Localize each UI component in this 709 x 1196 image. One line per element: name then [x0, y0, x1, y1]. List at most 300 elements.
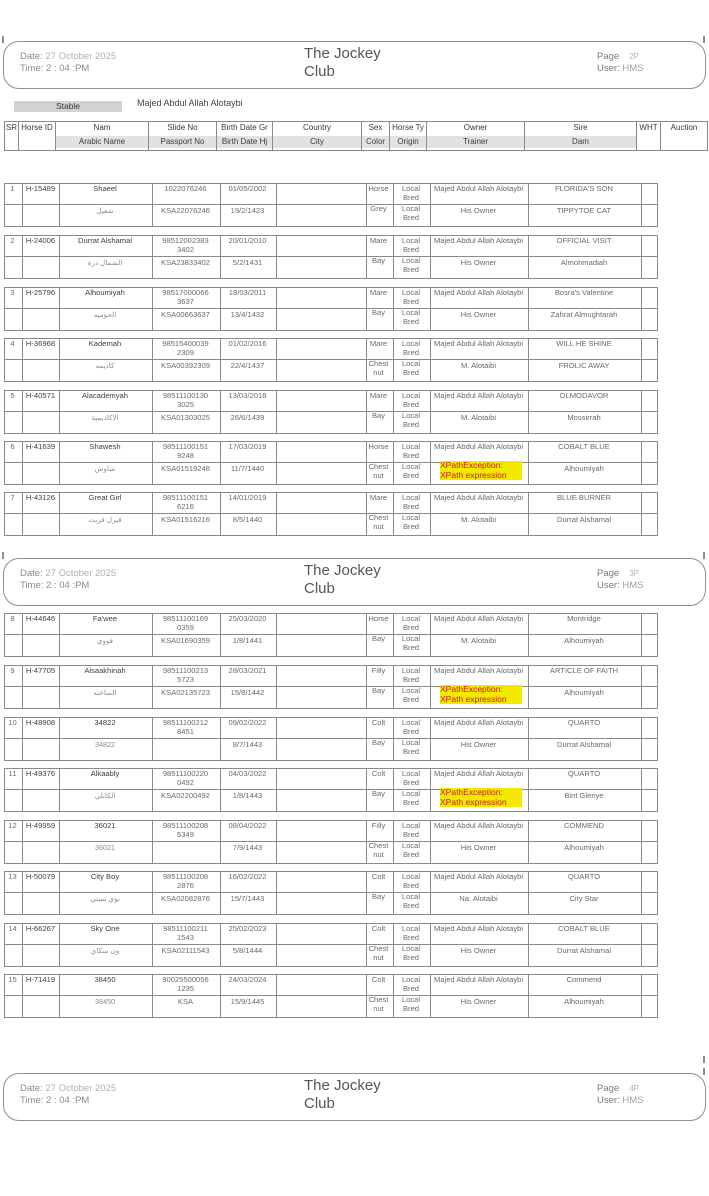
horse-type [393, 873, 429, 890]
slide-part: 98511100212 [162, 719, 209, 727]
birth-date-gregorian: 18/03/2011 [228, 289, 267, 297]
date-value: 27 October 2025 [45, 51, 117, 62]
slide-part: 6216 [177, 501, 194, 511]
horse-id: H-43126 [25, 494, 56, 502]
birth-date-gregorian: 25/02/2023 [228, 925, 267, 933]
horse-type [393, 443, 429, 460]
owner: Majed Abdul Allah Alotaybi [433, 443, 524, 451]
trainer-error-message [440, 685, 522, 704]
slide-part: 0359 [177, 622, 194, 632]
brand-line-2: Club [304, 63, 335, 80]
color [365, 360, 392, 377]
date-value: 27 October 2025 [45, 1083, 117, 1094]
error-line-1: XPathException: [440, 685, 503, 694]
horse-id: H-15489 [25, 185, 56, 193]
sire: COBALT BLUE [558, 443, 610, 451]
record-divider [5, 738, 657, 739]
header-rule-bottom [4, 150, 707, 151]
record-cell-divider [641, 769, 642, 811]
horse-name: 34822 [94, 719, 116, 727]
horse-type-part: Bred [402, 777, 420, 787]
sr-number: 1 [10, 185, 15, 193]
horse-id: H-44646 [25, 615, 56, 623]
horse-id: H-49959 [25, 822, 56, 830]
slide-part: 1235 [177, 983, 194, 993]
brand-title [304, 45, 381, 81]
origin-part: Local [401, 205, 421, 213]
arabic-name: ون سكاي [90, 947, 120, 955]
sex: Mare [369, 237, 388, 245]
horse-type-part: Local [401, 237, 421, 245]
page-user-block [597, 1083, 643, 1107]
slide-number [152, 719, 219, 736]
column-divider [707, 121, 708, 151]
date-time-block [20, 568, 116, 592]
passport-number: KSA01690359 [161, 637, 210, 645]
horse-type-part: Local [401, 770, 421, 778]
horse-type-part: Local [401, 185, 421, 193]
record-cell-divider [276, 184, 277, 226]
time-value: 2 : 04 :PM [46, 63, 90, 74]
horse-name: Alacademyah [81, 392, 128, 400]
slide-part: 2309 [177, 347, 194, 357]
record-cell-divider [276, 975, 277, 1017]
origin-part: Bred [402, 521, 420, 531]
horse-name: Alhoumiyah [85, 289, 125, 297]
record-divider [5, 359, 657, 360]
sire: QUARTO [567, 873, 601, 881]
color [365, 257, 392, 266]
column-header-sub: Passport No [149, 136, 216, 148]
sex: Horse [368, 443, 389, 451]
birth-date-hijri: 5/8/1444 [232, 947, 263, 955]
record-cell-divider [641, 718, 642, 760]
column-header-sub: Birth Date Hj [217, 136, 272, 148]
origin-part: Local [401, 842, 421, 850]
horse-type [393, 615, 429, 632]
color [365, 790, 392, 799]
origin-part: Bred [402, 367, 420, 377]
slide-number [152, 340, 219, 357]
slide-part: 3637 [177, 296, 194, 306]
slide-number [152, 976, 219, 993]
owner: Majed Abdul Allah Alotaybi [433, 289, 524, 297]
birth-date-hijri: 15/8/1442 [230, 689, 265, 697]
slide-part: 98511100208 [162, 873, 209, 881]
horse-type-part: Bred [402, 296, 420, 306]
date-label: Date: [20, 568, 43, 579]
arabic-name: 38450 [95, 998, 115, 1006]
record-cell-divider [641, 821, 642, 863]
date-label: Date: [20, 51, 43, 62]
passport-number: KSA02135723 [161, 689, 210, 697]
color-part: Bay [371, 309, 386, 317]
horse-type-part: Local [401, 289, 421, 297]
dam: City Star [569, 895, 599, 903]
origin [393, 412, 429, 429]
birth-date-gregorian: 04/03/2022 [228, 770, 267, 778]
origin-part: Bred [402, 470, 420, 480]
origin-part: Local [401, 412, 421, 420]
slide-part: 2876 [177, 880, 194, 890]
page-edge-mark [2, 36, 4, 43]
arabic-name: الساخنه [93, 689, 117, 697]
birth-date-hijri: 13/4/1432 [230, 311, 265, 319]
error-line-1: XPathException: [440, 788, 503, 797]
owner: Majed Abdul Allah Alotaybi [433, 392, 524, 400]
page-number: 4P [629, 1084, 639, 1093]
horse-type-part: Bred [402, 501, 420, 511]
color-part: Bay [371, 790, 386, 798]
origin-part: Local [401, 309, 421, 317]
slide-part: 0492 [177, 777, 194, 787]
record-cell-divider [276, 391, 277, 433]
passport-number: KSA00392309 [161, 362, 210, 370]
color [365, 463, 392, 480]
birth-date-hijri: 26/6/1439 [230, 414, 265, 422]
horse-name: 38450 [94, 976, 116, 984]
record-cell-divider [276, 493, 277, 535]
brand-title [304, 1077, 381, 1113]
slide-number [152, 494, 219, 511]
horse-type-part: Local [401, 667, 421, 675]
color-part: nut [373, 849, 384, 859]
birth-date-gregorian: 01/02/2016 [228, 340, 267, 348]
color-part: Bay [371, 893, 386, 901]
sex: Mare [369, 392, 388, 400]
color [365, 514, 392, 531]
sire: COMMEND [563, 822, 605, 830]
color-part: Chest [368, 360, 389, 368]
slide-part: 5723 [177, 674, 194, 684]
birth-date-hijri: 1/8/1441 [232, 637, 263, 645]
horse-type-part: Local [401, 340, 421, 348]
sex: Filly [371, 822, 386, 830]
horse-type-part: Local [401, 392, 421, 400]
slide-part: 98511100169 [162, 615, 209, 623]
slide-part: 98511100151 [162, 443, 209, 451]
horse-type-part: Local [401, 719, 421, 727]
slide-number [152, 289, 219, 306]
slide-part: 3402 [177, 244, 194, 254]
horse-name: Alsaakhinah [84, 667, 126, 675]
origin-part: Local [401, 996, 421, 1004]
dam: Alhoumiyah [564, 465, 604, 473]
sire: COBALT BLUE [558, 925, 610, 933]
origin-part: Local [401, 360, 421, 368]
origin-part: Local [401, 790, 421, 798]
stable-owner-name: Majed Abdul Allah Alotaybi [137, 98, 243, 108]
column-header: Country [302, 123, 331, 132]
page-edge-mark [703, 1068, 705, 1075]
arabic-name: الاكاديمية [91, 414, 119, 422]
sr-number: 2 [10, 237, 15, 245]
origin [393, 996, 429, 1013]
column-header-sub: Color [362, 136, 389, 148]
birth-date-hijri: 5/2/1431 [232, 259, 263, 267]
owner: Majed Abdul Allah Alotaybi [433, 976, 524, 984]
birth-date-hijri: 22/4/1437 [230, 362, 265, 370]
sr-number: 11 [8, 770, 17, 778]
horse-type-part: Bred [402, 983, 420, 993]
record-cell-divider [276, 442, 277, 484]
sire: QUARTO [567, 770, 601, 778]
slide-part: 98511100208 [162, 822, 209, 830]
slide-number [152, 822, 219, 839]
arabic-name: الكابلي [94, 792, 116, 800]
trainer: M. Alotaibi [460, 516, 497, 524]
origin-part: Bred [402, 264, 420, 274]
brand-title [304, 562, 381, 598]
arabic-name: بوي سيتي [90, 895, 120, 903]
column-header: Horse Ty [392, 123, 424, 132]
column-header-sub: Origin [390, 136, 426, 148]
trainer: His Owner [460, 259, 497, 267]
horse-type-part: Bred [402, 347, 420, 357]
horse-type-part: Bred [402, 726, 420, 736]
passport-number: KSA01519248 [161, 465, 210, 473]
origin-part: Bred [402, 642, 420, 652]
page-edge-mark [703, 36, 705, 43]
record-divider [5, 411, 657, 412]
page-number: 3P [629, 569, 639, 578]
horse-type [393, 976, 429, 993]
horse-type-part: Local [401, 873, 421, 881]
slide-part: 9248 [177, 450, 194, 460]
user-value: HMS [622, 580, 644, 591]
origin-part: Bred [402, 694, 420, 704]
sex: Horse [368, 185, 389, 193]
slide-number [152, 237, 219, 254]
sex: Colt [371, 976, 386, 984]
sr-number: 13 [8, 873, 17, 881]
sex: Filly [371, 667, 386, 675]
birth-date-gregorian: 25/03/2020 [228, 615, 267, 623]
record-cell-divider [641, 236, 642, 278]
birth-date-gregorian: 24/03/2024 [228, 976, 267, 984]
record-divider [5, 789, 657, 790]
origin-part: Local [401, 463, 421, 471]
origin [393, 309, 429, 326]
horse-type [393, 340, 429, 357]
sire: ARTICLE OF FAITH [549, 667, 619, 675]
horse-id: H-25796 [25, 289, 56, 297]
origin-part: Bred [402, 746, 420, 756]
sire: FLORIDA'S SON [555, 185, 613, 193]
origin-part: Bred [402, 1003, 420, 1013]
arabic-name: 36021 [95, 844, 115, 852]
record-cell-divider [641, 872, 642, 914]
page-number: 2P [629, 52, 639, 61]
owner: Majed Abdul Allah Alotaybi [433, 615, 524, 623]
record-cell-divider [641, 614, 642, 656]
record-cell-divider [641, 666, 642, 708]
color-part: nut [373, 367, 384, 377]
slide-part: 98511100211 [163, 925, 208, 933]
page-edge-mark [703, 552, 705, 559]
record-cell-divider [276, 821, 277, 863]
sr-number: 14 [8, 925, 17, 933]
owner: Majed Abdul Allah Alotaybi [433, 770, 524, 778]
horse-type [393, 185, 429, 202]
birth-date-hijri: 15/7/1443 [230, 895, 265, 903]
sire: WILL HE SHINE [556, 340, 612, 348]
user-label: User: [597, 1095, 620, 1106]
birth-date-gregorian: 08/04/2022 [228, 822, 267, 830]
slide-number [152, 392, 219, 409]
record-cell-divider [276, 614, 277, 656]
birth-date-gregorian: 28/03/2021 [228, 667, 267, 675]
record-divider [5, 256, 657, 257]
record-divider [5, 462, 657, 463]
sire: OFFICIAL VISIT [556, 237, 612, 245]
horse-id: H-24006 [25, 237, 56, 245]
error-line-2: XPath expression [440, 693, 507, 704]
user-value: HMS [622, 63, 644, 74]
color-part: nut [373, 470, 384, 480]
color-part: Bay [371, 635, 386, 643]
horse-type [393, 925, 429, 942]
horse-id: H-40571 [25, 392, 56, 400]
slide-part: 98511100220 [162, 770, 209, 778]
slide-part: 98511100130 [162, 392, 209, 400]
horse-name: Shawesh [89, 443, 121, 451]
slide-part: 1543 [177, 932, 194, 942]
trainer-error-message [440, 461, 522, 480]
owner: Majed Abdul Allah Alotaybi [433, 822, 524, 830]
birth-date-hijri: 19/2/1423 [230, 207, 265, 215]
birth-date-gregorian: 09/02/2022 [228, 719, 267, 727]
owner: Majed Abdul Allah Alotaybi [433, 719, 524, 727]
passport-number: KSA22076246 [161, 207, 210, 215]
date-value: 27 October 2025 [45, 568, 117, 579]
trainer: His Owner [460, 947, 497, 955]
color [365, 635, 392, 644]
time-value: 2 : 04 :PM [46, 1095, 90, 1106]
record-cell-divider [276, 339, 277, 381]
color-part: Grey [370, 205, 387, 213]
time-value: 2 : 04 :PM [46, 580, 90, 591]
color-part: nut [373, 952, 384, 962]
passport-number: KSA01303025 [161, 414, 210, 422]
dam: Alhoumiyah [564, 998, 604, 1006]
owner: Majed Abdul Allah Alotaybi [433, 237, 524, 245]
record-cell-divider [641, 924, 642, 966]
record-cell-divider [276, 718, 277, 760]
record-divider [5, 686, 657, 687]
sr-number: 4 [10, 340, 15, 348]
slide-part: 98511100151 [162, 494, 209, 502]
horse-id: H-71419 [25, 976, 56, 984]
slide-part: 5349 [177, 829, 194, 839]
sr-number: 6 [10, 443, 15, 451]
sex: Colt [371, 770, 386, 778]
brand-line-2: Club [304, 1095, 335, 1112]
time-label: Time: [20, 63, 44, 74]
trainer: M. Alotaibi [460, 362, 497, 370]
horse-id: H-49376 [25, 770, 56, 778]
error-line-2: XPath expression [440, 796, 507, 807]
origin-part: Local [401, 257, 421, 265]
record-divider [5, 892, 657, 893]
page-header [3, 1073, 706, 1121]
passport-number: KSA00663637 [161, 311, 210, 319]
arabic-name: شعيل [96, 207, 114, 215]
horse-type-part: Local [401, 615, 421, 623]
record-cell-divider [276, 872, 277, 914]
slide-part: 98511100213 [162, 667, 209, 675]
origin-part: Local [401, 739, 421, 747]
birth-date-hijri: 11/7/1440 [230, 465, 265, 473]
origin [393, 842, 429, 859]
origin-part: Bred [402, 900, 420, 910]
sr-number: 5 [10, 392, 15, 400]
horse-type [393, 237, 429, 254]
sex: Colt [371, 925, 386, 933]
record-divider [5, 841, 657, 842]
horse-name: Durrat Alshamal [77, 237, 133, 245]
dam: Mossirrah [567, 414, 601, 422]
horse-type-part: Bred [402, 192, 420, 202]
horse-type [393, 770, 429, 787]
column-header: Owner [463, 123, 488, 132]
horse-type-part: Local [401, 976, 421, 984]
page-edge-mark [2, 552, 4, 559]
page-label: Page [597, 1083, 620, 1094]
page-label: Page [597, 568, 620, 579]
horse-type-part: Bred [402, 622, 420, 632]
birth-date-hijri: 1/8/1443 [232, 792, 263, 800]
trainer: His Owner [460, 311, 497, 319]
birth-date-gregorian: 20/01/2010 [228, 237, 267, 245]
slide-number [152, 443, 219, 460]
error-line-1: XPathException: [440, 461, 503, 470]
sire: OLMODAVOR [559, 392, 609, 400]
column-header-sub: Trainer [427, 136, 524, 148]
slide-part: 98515400039 [162, 340, 209, 348]
date-label: Date: [20, 1083, 43, 1094]
horse-id: H-41639 [25, 443, 56, 451]
column-header: Slide No [167, 123, 198, 132]
horse-type-part: Local [401, 494, 421, 502]
trainer-error-message [440, 788, 522, 807]
page-user-block [597, 568, 643, 592]
horse-type-part: Bred [402, 829, 420, 839]
date-time-block [20, 51, 116, 75]
trainer: His Owner [460, 844, 497, 852]
birth-date-gregorian: 14/01/2019 [228, 494, 267, 502]
arabic-name: الحوميه [93, 311, 117, 319]
horse-type-part: Bred [402, 674, 420, 684]
slide-number [152, 667, 219, 684]
origin [393, 945, 429, 962]
sex: Mare [369, 340, 388, 348]
sr-number: 9 [10, 667, 15, 675]
color-part: Chest [368, 996, 389, 1004]
record-cell-divider [276, 666, 277, 708]
dam: Bint Glenye [564, 792, 604, 800]
dam: Alhoumiyah [564, 637, 604, 645]
horse-name: Sky One [90, 925, 120, 933]
owner: Majed Abdul Allah Alotaybi [433, 185, 524, 193]
record-cell-divider [641, 339, 642, 381]
color-part: Chest [368, 514, 389, 522]
origin-part: Bred [402, 952, 420, 962]
origin-part: Local [401, 514, 421, 522]
origin [393, 893, 429, 910]
slide-number [152, 185, 219, 194]
horse-id: H-47705 [25, 667, 56, 675]
